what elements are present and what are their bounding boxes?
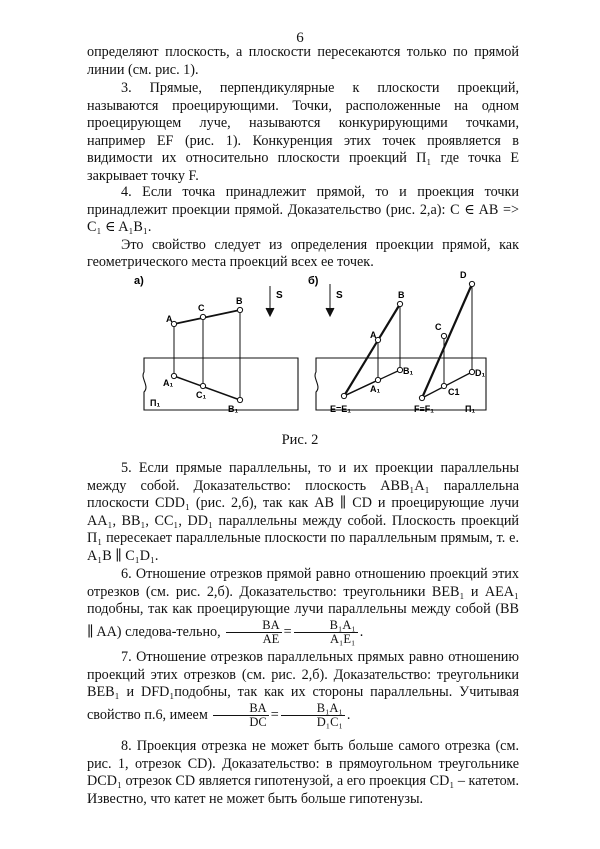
label-b-D: D <box>460 270 467 280</box>
paragraph-7-block <box>87 649 519 729</box>
plane-pi1-b <box>315 358 486 410</box>
paragraph-4b: Это свойство следует из определения проекции прямой, как геометрического места проекций всех ее точек. <box>87 236 519 271</box>
paragraph-top: определяют плоскость, а плоскости пересекаются только по прямой линии (см. рис. 1). <box>87 44 519 78</box>
label-b-EE1: E=E₁ <box>330 404 351 414</box>
panel-b-points <box>341 281 474 400</box>
label-b-FF1: F≡F₁ <box>414 404 434 414</box>
paragraph-7: 7. Отношение отрезков параллельных прямых равно отношению проекций этих отрезков (см. рис. 2,б). Доказательство: треугольники BEB₁ и DFD₁подобны, так как их стороны параллельны. Учитывая свойство п.6, имеем $\frac{BA}{DC}$ = $\frac{\text{B₁A₁}}{\text{D₁C₁}}$ . <box>87 649 519 729</box>
label-b-C: C <box>435 322 442 332</box>
equals-sign-2: = <box>270 706 279 723</box>
paragraph-6-text: 6. Отношение отрезков прямой равно отношению проекций этих отрезков (см. рис. 2,б). Доказательство: треугольники BEB₁ и AEA₁ подобны, так как проецирующие лучи параллельны между собой (BB ∥ AA) следова-тельно, <box>87 566 519 640</box>
arrow-s-label-b: S <box>336 290 343 301</box>
paragraph-5: 5. Если прямые параллельны, то и их проекции параллельны между собой. Доказательство: плоскость ABB₁A₁ параллельна плоскости CDD₁ (рис. 2,б), так как AB ∥ CD и проецирующие лучи AA₁, BB₁, CC₁, DD₁ параллельны между собой. Плоскость проекций П₁ пересекает параллельные плоскости по параллельным прямым, т. е. A₁B ∥ C₁D₁. <box>87 460 519 564</box>
paragraph-4-block <box>87 184 519 272</box>
paragraph-6: 6. Отношение отрезков прямой равно отношению проекций этих отрезков (см. рис. 2,б). Доказательство: треугольники BEB₁ и AEA₁ подобны, так как проецирующие лучи параллельны между собой (BB ∥ AA) следова-тельно, $\frac{BA}{AE}$ = $\frac{\text{B₁A₁}}{\text{A₁E₁}}$ . <box>87 566 519 646</box>
paragraph-3: 3. Прямые, перпендикулярные к плоскости проекций, называются проецирующими. Точки, расположенные на одном проецирующем луче, называются конкурирующими точками, например EF (рис. 1). Конкуренция этих точек проявляется в видимости их относительно плоскости проекций П₁ где точка E закрывает точку F. <box>87 80 519 184</box>
page-number: 6 <box>296 30 304 46</box>
arrow-s-label-a: S <box>276 290 283 301</box>
label-b-B: B <box>398 290 405 300</box>
label-b-D1: D₁ <box>475 368 486 378</box>
label-a-pi1: П₁ <box>150 398 161 408</box>
fraction-b1a1-d1c1: $\frac{\text{B₁A₁}}{\text{D₁C₁}}$ <box>281 702 345 729</box>
fraction-b1a1-a1e1: $\frac{\text{B₁A₁}}{\text{A₁E₁}}$ <box>294 619 358 646</box>
label-a-C: C <box>198 303 205 313</box>
paragraph-8: 8. Проекция отрезка не может быть больше самого отрезка (см. рис. 1, отрезок CD). Доказательство: в прямоугольном треугольнике DCD₁ отрезок CD является гипотенузой, а его проекция CD₁ – катетом. Известно, что катет не может быть больше гипотенузы. <box>87 738 519 807</box>
label-b-pi1: П₁ <box>465 404 476 414</box>
label-a-B: B <box>236 296 243 306</box>
label-a-B1: B₁ <box>228 404 239 414</box>
panel-a-label: а) <box>134 275 144 287</box>
panel-a-lines <box>174 286 274 400</box>
figure-2-drawing <box>130 264 490 430</box>
fraction-ba-dc: $\frac{BA}{DC}$ <box>213 702 268 729</box>
paragraph-6-block <box>87 566 519 646</box>
figure-2 <box>130 264 490 430</box>
panel-b-label: б) <box>308 275 319 287</box>
paragraph-7-text: 7. Отношение отрезков параллельных прямых равно отношению проекций этих отрезков (см. рис. 2,б). Доказательство: треугольники BEB₁ и DFD₁подобны, так как их стороны параллельны. Учитывая свойство п.6, имеем <box>87 649 519 723</box>
label-b-A: A <box>370 330 377 340</box>
label-b-B1: B₁ <box>403 366 414 376</box>
label-a-A: A <box>166 314 173 324</box>
paragraph-3-block <box>87 80 519 186</box>
label-b-A1: A₁ <box>370 384 381 394</box>
label-a-A1: A₁ <box>163 378 174 388</box>
label-a-C1: C₁ <box>196 390 207 400</box>
paragraph-intro <box>87 44 519 79</box>
equals-sign: = <box>283 623 292 640</box>
paragraph-5-block <box>87 460 519 566</box>
paragraph-8-block <box>87 738 519 808</box>
paragraph-4: 4. Если точка принадлежит прямой, то и проекция точки принадлежит проекции прямой. Доказательство (рис. 2,а): C ∈ AB => C₁ ∈ A₁B₁. <box>87 184 519 236</box>
label-b-C1: C1 <box>448 387 460 397</box>
figure-caption: Рис. 2 <box>281 432 319 448</box>
fraction-ba-ae: $\frac{BA}{AE}$ <box>226 619 281 646</box>
